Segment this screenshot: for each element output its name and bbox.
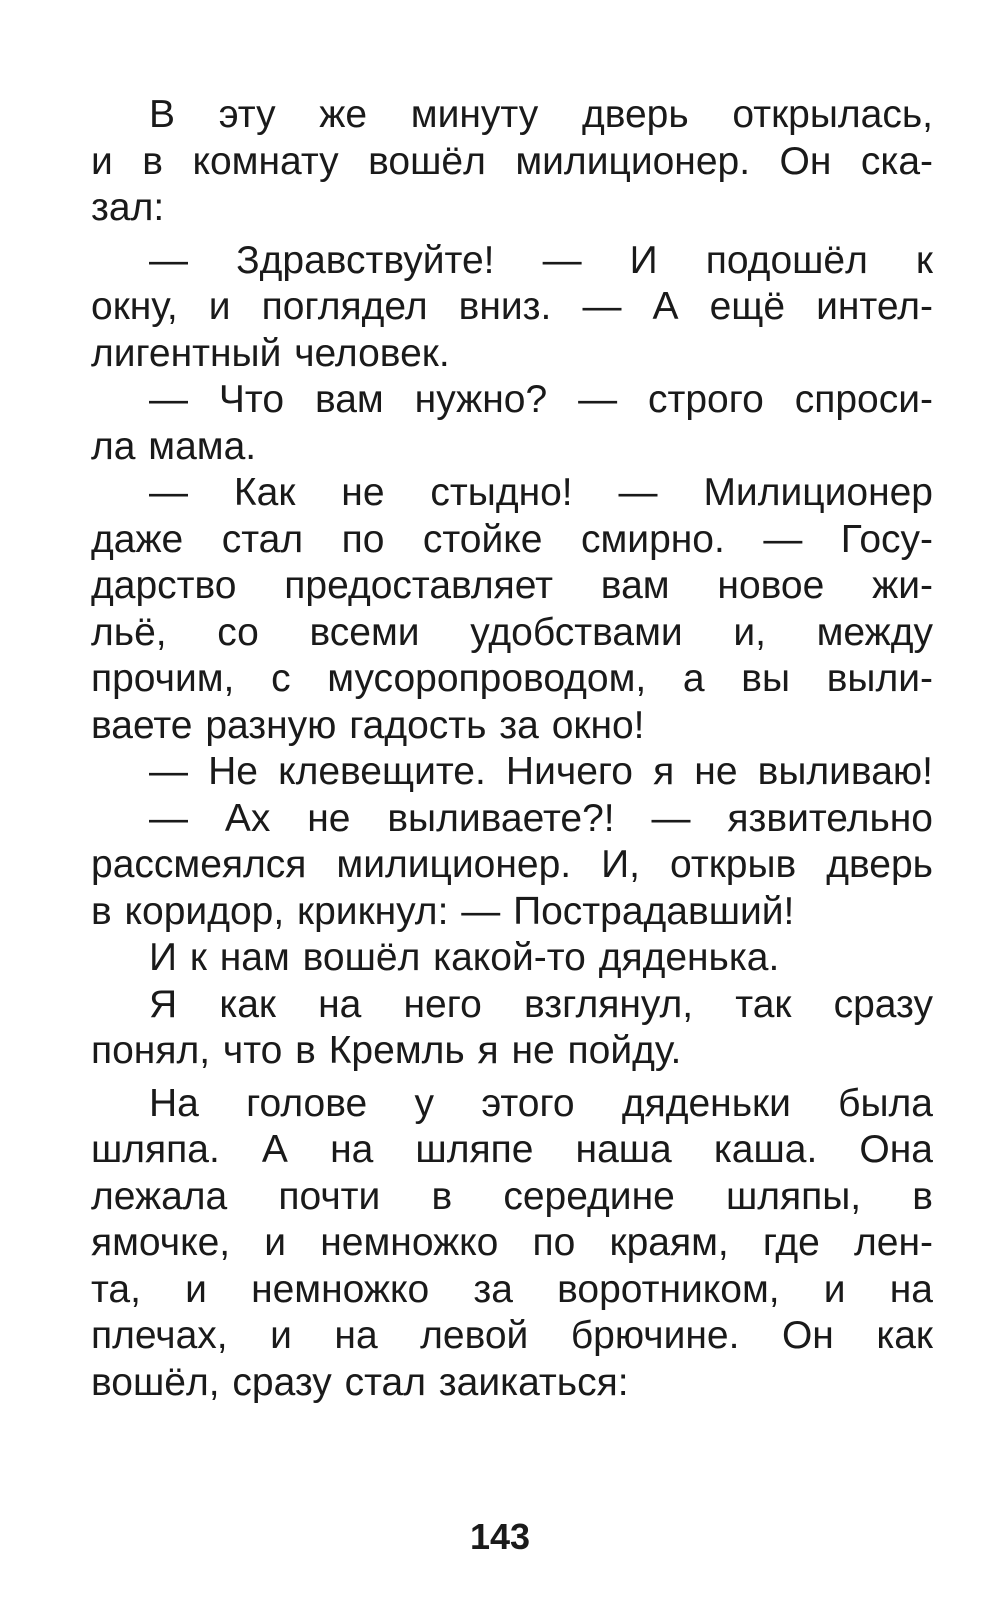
text-line: вошёл, сразу стал заикаться: (91, 1360, 629, 1404)
text-line: ваете разную гадость за окно! (91, 703, 645, 747)
text-line: ямочке, и немножко по краям, где лен- (91, 1221, 933, 1264)
page-number: 143 (469, 1516, 531, 1557)
body-text (91, 92, 933, 1406)
text-line: — Не клевещите. Ничего я не выливаю! (149, 750, 933, 793)
text-line: плечах, и на левой брючине. Он как (91, 1314, 933, 1357)
text-line: в коридор, крикнул: — Пострадавший! (91, 889, 795, 933)
text-line: дарство предоставляет вам новое жи- (91, 564, 933, 607)
text-line: ла мама. (91, 424, 257, 468)
text-line: — Ах не выливаете?! — язвительно (149, 796, 933, 840)
text-line: лигентный человек. (91, 331, 450, 375)
text-line: В эту же минуту дверь открылась, (149, 93, 933, 136)
text-line: Я как на него взглянул, так сразу (149, 982, 933, 1026)
text-line: зал: (91, 186, 165, 229)
text-line: и в комнату вошёл милиционер. Он ска- (91, 139, 933, 183)
text-line: рассмеялся милиционер. И, открыв дверь (91, 843, 933, 886)
text-line: — Здравствуйте! — И подошёл к (149, 238, 933, 282)
text-line: окну, и поглядел вниз. — А ещё интел- (91, 285, 933, 328)
text-line: льё, со всеми удобствами и, между (91, 610, 933, 654)
text-line: лежала почти в середине шляпы, в (91, 1174, 933, 1218)
text-line: И к нам вошёл какой-то дяденька. (149, 936, 780, 979)
text-line: даже стал по стойке смирно. — Госу- (91, 517, 933, 561)
text-line: та, и немножко за воротником, и на (91, 1267, 933, 1311)
text-line: прочим, с мусоропроводом, а вы выли- (91, 657, 933, 700)
text-line: — Как не стыдно! — Милиционер (149, 471, 933, 514)
text-line: — Что вам нужно? — строго спроси- (149, 378, 933, 421)
text-line: шляпа. А на шляпе наша каша. Она (91, 1128, 933, 1171)
text-line: На голове у этого дяденьки была (149, 1081, 933, 1125)
text-line: понял, что в Кремль я не пойду. (91, 1029, 682, 1072)
